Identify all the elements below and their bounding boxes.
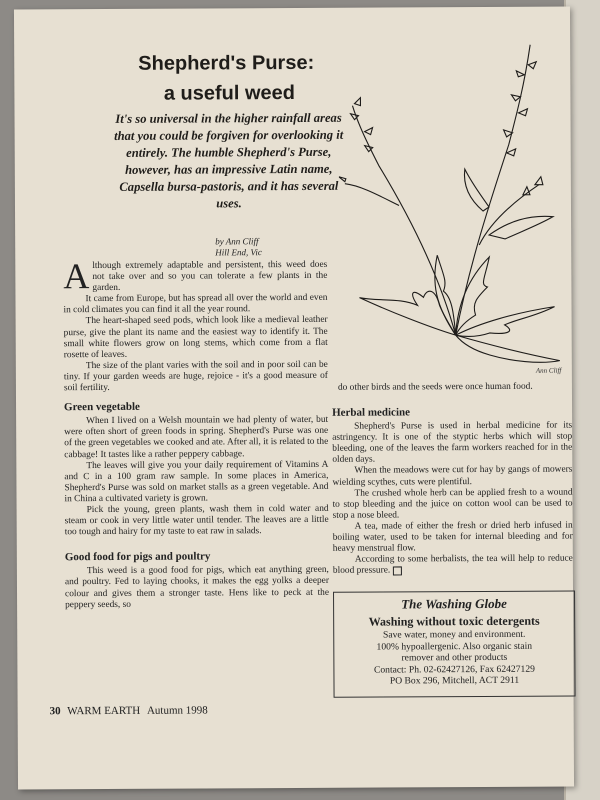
green-veg-paragraph-1: When I lived on a Welsh mountain we had plenty of water, but were often short of green foods in spring. Shepherd's Purse was one of the green vegetables we cooked and ate. After all, it is related to the cabbage! It tastes like a rather peppery cabbage. — [64, 415, 329, 460]
byline — [215, 236, 262, 258]
right-column — [332, 399, 573, 578]
drawing-signature: Ann Cliff — [535, 366, 562, 375]
ad-line-2: 100% hypoallergenic. Also organic stain — [376, 640, 533, 653]
article-title-line2: a useful weed — [163, 81, 296, 105]
article-title-line1: Shepherd's Purse: — [138, 51, 315, 75]
washing-globe-ad — [333, 591, 576, 698]
byline-name: by Ann Cliff — [215, 236, 259, 247]
herbal-paragraph-2: When the meadows were cut for hay by gangs of mowers wielding scythes, cuts were plentiful. — [332, 465, 573, 488]
intro-paragraph-2: It came from Europe, but has spread all over the world and even in cold climates you can find it all the year round. — [63, 293, 328, 316]
ad-title: The Washing Globe — [401, 595, 507, 612]
good-food-paragraph-1: This weed is a good food for pigs, which eat anything green, and poultry. Fed to laying chooks, it makes the egg yolks a deeper colour and gives them a stronger taste. Hens like to peck at the peppery seeds, so — [64, 565, 330, 610]
ad-line-5: PO Box 296, Mitchell, ACT 2911 — [389, 674, 520, 687]
herbal-paragraph-4: A tea, made of either the fresh or dried herb infused in boiling water, used to be taken for internal bleeding and for heavy menstrual flow. — [332, 520, 573, 554]
left-column — [63, 256, 330, 611]
magazine-name: WARM EARTH — [67, 704, 141, 718]
heading-herbal-medicine: Herbal medicine — [332, 406, 411, 419]
herbal-paragraph-3: The crushed whole herb can be applied fresh to a wound to stop bleeding and the juice on cotton wool can be used to stop a nose bleed. — [332, 487, 573, 521]
ad-line-3: remover and other products — [401, 651, 508, 664]
herbal-paragraph-1: Shepherd's Purse is used in herbal medicine for its astringency. It is one of the styptic herbs which will stop bleeding, one of the leaves the farm workers reached for in the olden days. — [332, 420, 573, 466]
shepherds-purse-illustration — [338, 35, 572, 376]
plant-stem-branch — [479, 185, 539, 245]
end-mark-icon — [393, 566, 402, 575]
magazine-page — [14, 7, 574, 790]
intro-paragraph-1 — [63, 256, 328, 297]
seed-pods-main — [503, 62, 536, 156]
intro-paragraph-4: The size of the plant varies with the soil and in poor soil can be tiny. If your garden weeds are huge, rejoice - it's a good measure of soil fertility. — [63, 359, 328, 394]
article-deck: It's so universal in the higher rainfall areas that you could be forgiven for overlooking it entirely. The humble Shepherd's Purse, however, has an impressive Latin name, Capsella bursa-pastoris, and it has several uses. — [114, 110, 344, 211]
intro-paragraph-3: The heart-shaped seed pods, which look like a medieval leather purse, give the plant its name and the easiest way to identify it. The small white flowers grow on long stems, which come from a flat rosette of leaves. — [63, 315, 328, 360]
leaf-lower-right — [456, 335, 560, 363]
seed-pods-branch — [523, 177, 543, 195]
issue-date: Autumn 1998 — [146, 704, 208, 717]
byline-place: Hill End, Vic — [215, 247, 262, 258]
intro-p1-text: lthough extremely adaptable and persistent, this weed does not take over and so you can tolerate a few plants in the garden. — [92, 259, 328, 294]
heading-green-vegetable: Green vegetable — [64, 400, 140, 414]
ad-line-4: Contact: Ph. 02-62427126, Fax 62427129 — [373, 663, 535, 676]
leaf-right — [456, 307, 555, 337]
seed-pods-left — [338, 98, 372, 182]
continued-text: do other birds and the seeds were once human food. — [337, 381, 533, 393]
page-number: 30 — [49, 705, 61, 718]
ad-line-1: Save water, money and environment. — [382, 628, 526, 641]
leaf-left — [359, 291, 455, 336]
herbal-paragraph-5 — [333, 554, 573, 577]
green-veg-paragraph-3: Pick the young, green plants, wash them in cold water and steam or cook in very little water until tender. The leaves are a little too tough and hairy for my taste to eat raw in salads. — [64, 503, 329, 538]
heading-good-food: Good food for pigs and poultry — [64, 550, 211, 564]
page-footer — [50, 704, 208, 717]
green-veg-paragraph-2: The leaves will give you your daily requirement of Vitamins A and C in a 100 gram raw sample. In some places in America, Shepherd's Purse was sold on market stalls as a green vegetable. And in China a cultivated variety is grown. — [64, 459, 329, 505]
leaf-stem-left — [464, 169, 489, 211]
leaf-stem-right — [489, 216, 553, 239]
drop-cap: A — [63, 256, 90, 297]
ad-subtitle: Washing without toxic detergents — [368, 613, 540, 629]
herbal-p5-text: According to some herbalists, the tea will help to reduce blood pressure. — [332, 553, 573, 577]
